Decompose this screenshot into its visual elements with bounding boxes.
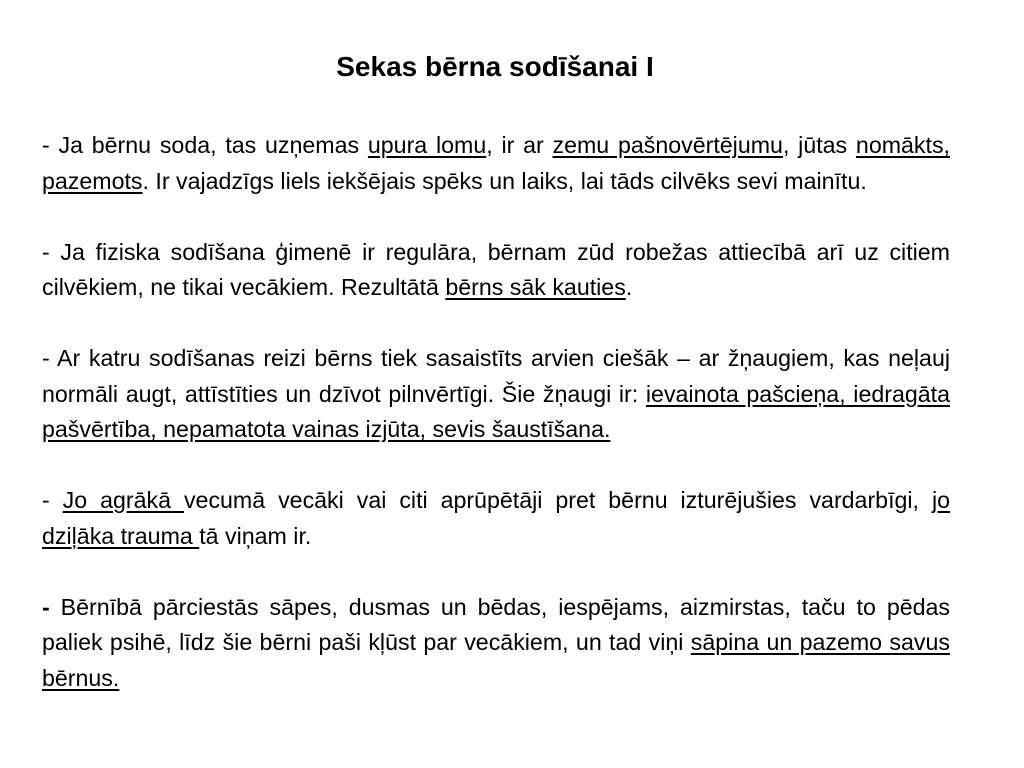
underlined-phrase: jo dziļāka trauma (42, 487, 951, 549)
paragraph-cycle (42, 590, 950, 697)
paragraph-victim-role (42, 128, 950, 199)
paragraph-constraints (42, 341, 950, 448)
underlined-phrase: zemu pašnovērtējumu (552, 132, 783, 158)
text-run: . Ir vajadzīgs liels iekšējais spēks un laiks, lai tāds cilvēks sevi mainītu. (142, 167, 867, 194)
slide-title: Sekas bērna sodīšanai I (336, 51, 654, 82)
bold-dash: - (42, 593, 50, 620)
underlined-phrase: ievainota pašcieņa, iedragāta pašvērtība, nepamatota vainas izjūta, sevis šaustīšana. (42, 380, 950, 442)
text-run: . (625, 274, 633, 300)
slide-body (42, 128, 950, 696)
paragraph-trauma-age (42, 483, 950, 554)
underlined-phrase: upura lomu (367, 132, 487, 158)
text-run: , jūtas (782, 132, 856, 158)
text-run: - Ar katru sodīšanas reizi bērns tiek sasaistīts arvien ciešāk – ar žņaugiem, kas neļauj normāli augt, attīstīties un dzīvot pilnvērtīgi. Šie žņaugi ir: (42, 345, 950, 407)
text-run: - Ja fiziska sodīšana ģimenē ir regulāra, bērnam zūd robežas attiecībā arī uz citiem cilvēkiem, ne tikai vecākiem. Rezultātā (42, 238, 950, 300)
text-run: vecumā vecāki vai citi aprūpētāji pret bērnu izturējušies vardarbīgi, (183, 487, 932, 513)
text-run: - Ja bērnu soda, tas uzņemas (42, 132, 368, 158)
text-run: - (42, 487, 63, 513)
underlined-phrase: sāpina un pazemo savus bērnus. (42, 629, 950, 691)
underlined-phrase: bērns sāk kauties (445, 274, 626, 300)
text-run: Bērnībā pārciestās sāpes, dusmas un bēdas, iespējams, aizmirstas, taču to pēdas paliek psihē, līdz šie bērni paši kļūst par vecākiem, un tad viņi (42, 593, 950, 655)
text-run: , ir ar (486, 132, 553, 158)
underlined-phrase: nomākts, pazemots (42, 132, 950, 194)
underlined-phrase: Jo agrākā (62, 487, 184, 513)
text-run: tā viņam ir. (199, 522, 312, 549)
paragraph-physical-punishment (42, 235, 950, 306)
